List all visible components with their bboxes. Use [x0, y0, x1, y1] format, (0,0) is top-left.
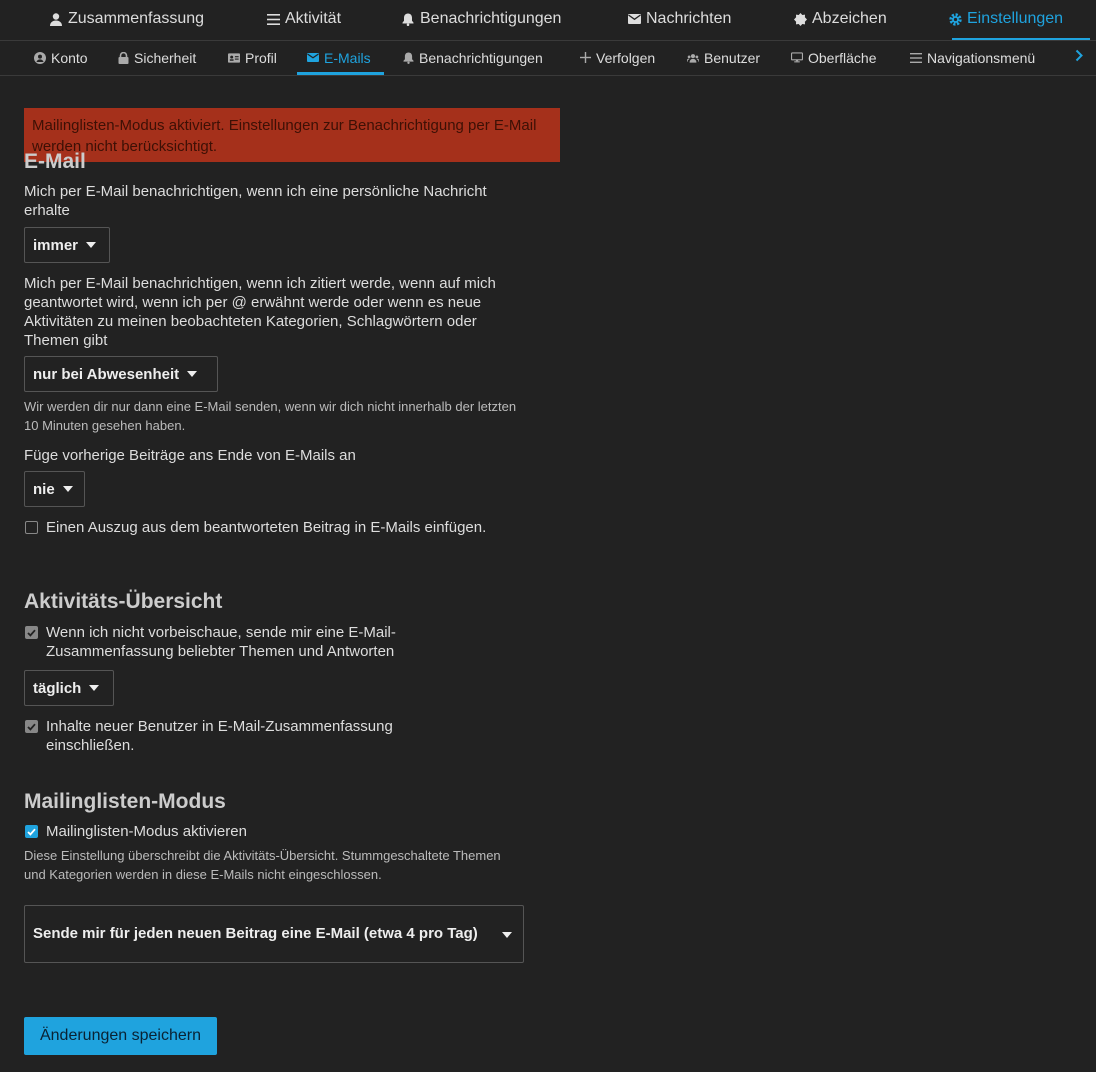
section-heading-mailing-list: Mailinglisten-Modus [24, 790, 226, 813]
caret-down-icon [89, 685, 99, 691]
user-icon [49, 12, 63, 26]
digest-label: Wenn ich nicht vorbeischaue, sende mir eine E-Mail-Zusammenfassung beliebter Themen und Antworten [46, 624, 396, 660]
pm-email-select[interactable] [24, 227, 110, 263]
active-subtab-indicator [297, 72, 384, 75]
bell-icon [402, 52, 414, 64]
activity-email-select[interactable] [24, 356, 218, 392]
excerpt-label: Einen Auszug aus dem beantworteten Beitrag in E-Mails einfügen. [46, 519, 487, 536]
desktop-icon [791, 52, 803, 64]
subtab-label: Konto [51, 49, 88, 66]
check-icon [27, 723, 36, 731]
gear-icon [948, 12, 962, 26]
tab-zusammenfassung[interactable] [49, 0, 204, 38]
subtab-label: Benachrichtigungen [419, 49, 543, 66]
badge-icon [793, 12, 807, 26]
subtab-benutzer[interactable] [687, 41, 760, 74]
select-value: nie [33, 480, 55, 498]
preferences-sub-nav [0, 41, 1096, 76]
subtab-label: Navigationsmenü [927, 49, 1036, 66]
caret-down-icon [63, 486, 73, 492]
select-value: täglich [33, 679, 82, 697]
excerpt-checkbox-row[interactable] [24, 518, 494, 537]
plus-icon [579, 52, 591, 64]
tab-benachrichtigungen[interactable] [401, 0, 561, 38]
mailing-list-warning-banner: Mailinglisten-Modus aktiviert. Einstellungen zur Benachrichtigung per E-Mail werden nicht berücksichtigt. [24, 108, 560, 162]
select-value: immer [33, 236, 79, 254]
list-icon [266, 12, 280, 26]
pm-email-label: Mich per E-Mail benachrichtigen, wenn ich eine persönliche Nachricht erhalte [24, 183, 487, 219]
subtab-oberflaeche[interactable] [791, 41, 876, 74]
tab-einstellungen[interactable] [948, 0, 1063, 38]
subtab-label: Benutzer [704, 49, 761, 66]
previous-replies-label: Füge vorherige Beiträge ans Ende von E-Mails an [24, 447, 356, 464]
caret-down-icon [187, 371, 197, 377]
mailing-list-checkbox[interactable] [25, 825, 38, 838]
save-changes-button[interactable]: Änderungen speichern [24, 1017, 217, 1055]
caret-down-icon [86, 242, 96, 248]
activity-email-label: Mich per E-Mail benachrichtigen, wenn ich zitiert werde, wenn auf mich geantwortet wird, wenn ich per @ erwähnt werde oder wenn es neue Aktivitäten zu meinen beobachteten Kategorien, Schlagwörtern oder Themen gibt [24, 275, 496, 349]
subtab-profil[interactable] [228, 41, 277, 74]
user-top-nav [0, 0, 1096, 41]
envelope-icon [627, 12, 641, 26]
tab-abzeichen[interactable] [793, 0, 887, 38]
section-heading-email: E-Mail [24, 150, 86, 173]
tab-label: Zusammenfassung [68, 10, 205, 27]
mailing-list-hint: Diese Einstellung überschreibt die Aktivitäts-Übersicht. Stummgeschaltete Themen und Kategorien werden in diese E-Mails nicht eingeschlossen. [24, 848, 501, 882]
id-card-icon [228, 52, 240, 64]
section-heading-digest: Aktivitäts-Übersicht [24, 590, 223, 613]
new-users-checkbox-row[interactable] [24, 717, 474, 755]
subtab-label: Sicherheit [134, 49, 197, 66]
users-icon [687, 52, 699, 64]
tab-aktivitaet[interactable] [266, 0, 341, 38]
tab-label: Aktivität [285, 10, 342, 27]
new-users-label: Inhalte neuer Benutzer in E-Mail-Zusammenfassung einschließen. [46, 718, 393, 754]
tab-label: Einstellungen [967, 10, 1064, 27]
subnav-scroll-right[interactable] [1062, 45, 1096, 71]
tab-label: Benachrichtigungen [420, 10, 562, 27]
subtab-sicherheit[interactable] [117, 41, 196, 74]
excerpt-checkbox[interactable] [25, 521, 38, 534]
envelope-icon [307, 52, 319, 64]
mailing-list-label: Mailinglisten-Modus aktivieren [46, 823, 247, 840]
digest-checkbox-row[interactable] [24, 623, 474, 661]
subtab-verfolgen[interactable] [579, 41, 655, 74]
active-tab-indicator [952, 38, 1090, 40]
check-icon [27, 629, 36, 637]
bell-icon [401, 12, 415, 26]
select-value: nur bei Abwesenheit [33, 365, 180, 383]
subtab-emails[interactable] [307, 41, 371, 74]
previous-replies-select[interactable] [24, 471, 85, 507]
chevron-right-icon [1075, 49, 1084, 67]
mailing-list-mode-select[interactable] [24, 905, 524, 963]
select-value: Sende mir für jeden neuen Beitrag eine E-Mail (etwa 4 pro Tag) [33, 925, 478, 942]
tab-label: Nachrichten [646, 10, 732, 27]
digest-frequency-select[interactable] [24, 670, 114, 706]
subtab-label: Verfolgen [596, 49, 656, 66]
digest-checkbox[interactable] [25, 626, 38, 639]
bars-icon [910, 52, 922, 64]
tab-label: Abzeichen [812, 10, 887, 27]
lock-icon [117, 52, 129, 64]
subtab-benachrichtigungen[interactable] [402, 41, 543, 74]
subtab-label: E-Mails [324, 49, 371, 66]
caret-down-icon [502, 932, 512, 938]
check-icon [27, 828, 36, 836]
activity-email-hint: Wir werden dir nur dann eine E-Mail senden, wenn wir dich nicht innerhalb der letzten 10 Minuten gesehen haben. [24, 399, 517, 433]
tab-nachrichten[interactable] [627, 0, 731, 38]
subtab-konto[interactable] [34, 41, 88, 74]
subtab-navigationsmenue[interactable] [910, 41, 1035, 74]
user-circle-icon [34, 52, 46, 64]
subtab-label: Profil [245, 49, 277, 66]
new-users-checkbox[interactable] [25, 720, 38, 733]
subtab-label: Oberfläche [808, 49, 877, 66]
mailing-list-checkbox-row[interactable] [24, 822, 474, 841]
